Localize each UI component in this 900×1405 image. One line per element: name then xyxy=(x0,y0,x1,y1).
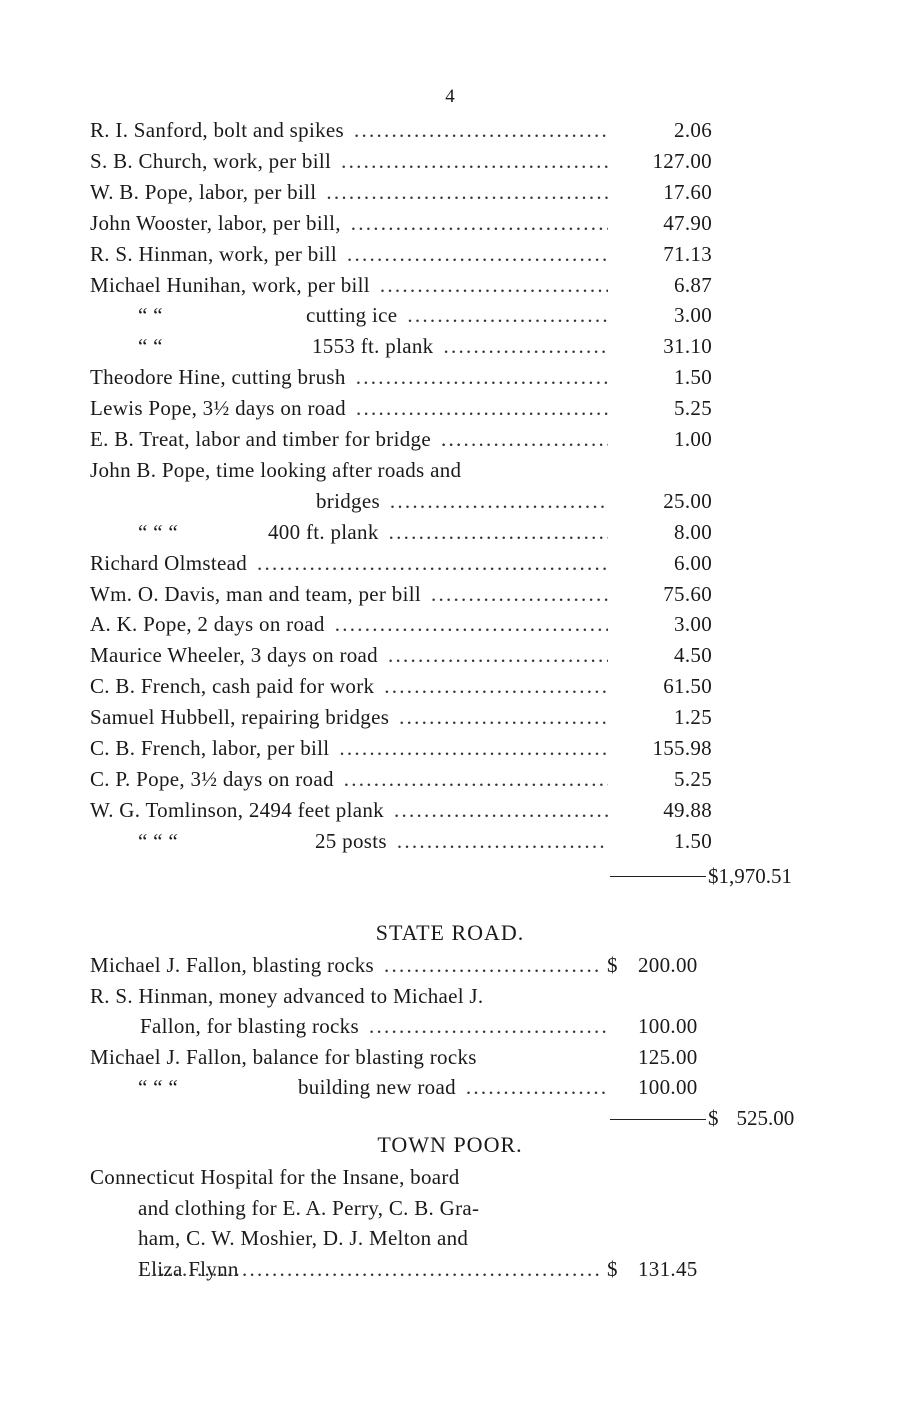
leader-dots xyxy=(351,211,608,236)
town-poor-row xyxy=(90,1226,890,1256)
leader-dots xyxy=(380,273,608,298)
ledger-row xyxy=(90,149,890,179)
entry-description: Michael Hunihan, work, per bill xyxy=(90,272,370,297)
town-poor-row xyxy=(90,1257,890,1287)
entry-description: cutting ice xyxy=(306,303,398,328)
entry-description: C. B. French, cash paid for work xyxy=(90,674,375,699)
leader-dots xyxy=(347,242,608,267)
ledger-row xyxy=(90,489,890,519)
ditto-marks: “ “ xyxy=(138,334,163,359)
ledger-row xyxy=(90,273,890,303)
entry-description: C. P. Pope, 3½ days on road xyxy=(90,766,334,791)
entry-amount: 6.87 xyxy=(674,272,712,297)
leader-dots xyxy=(397,829,608,854)
entry-amount: 61.50 xyxy=(663,674,712,699)
leader-dots xyxy=(356,396,608,421)
currency-sign: $ xyxy=(607,1256,618,1281)
entry-amount: 49.88 xyxy=(663,797,712,822)
ledger-row xyxy=(90,736,890,766)
state-road-row xyxy=(90,1014,890,1044)
state-road-total-currency: $ xyxy=(708,1106,719,1130)
entry-description: S. B. Church, work, per bill xyxy=(90,148,332,173)
ledger-row xyxy=(90,551,890,581)
entry-amount: 127.00 xyxy=(652,148,712,173)
leader-dots xyxy=(152,1257,602,1282)
ledger-row xyxy=(90,118,890,148)
ledger-row xyxy=(90,520,890,550)
entry-amount: 2.06 xyxy=(674,118,712,142)
entry-amount: 1.00 xyxy=(674,427,712,451)
state-road-total xyxy=(610,1106,794,1131)
ledger-row xyxy=(90,334,890,364)
entry-amount: 6.00 xyxy=(674,550,712,575)
state-road-row xyxy=(90,984,890,1014)
entry-description: Wm. O. Davis, man and team, per bill xyxy=(90,581,421,606)
entry-description: R. S. Hinman, money advanced to Michael J. xyxy=(90,983,484,1008)
entry-amount: 3.00 xyxy=(674,612,712,637)
ledger-row xyxy=(90,674,890,704)
ledger-row xyxy=(90,458,890,488)
entry-amount: 131.45 xyxy=(638,1256,698,1281)
entry-amount: 71.13 xyxy=(663,241,712,266)
leader-dots xyxy=(399,705,608,730)
state-road-total-amount: 525.00 xyxy=(736,1106,795,1130)
entry-amount: 17.60 xyxy=(663,179,712,204)
entry-amount: 3.00 xyxy=(674,303,712,328)
entry-description: Michael J. Fallon, balance for blasting rocks xyxy=(90,1044,477,1069)
state-road-row xyxy=(90,953,890,983)
leader-dots xyxy=(443,334,608,359)
leader-dots xyxy=(441,427,608,452)
entry-amount: 1.50 xyxy=(674,365,712,390)
entry-description: 25 posts xyxy=(315,828,387,853)
entry-description: Theodore Hine, cutting brush xyxy=(90,365,346,390)
entry-description: ham, C. W. Moshier, D. J. Melton and xyxy=(138,1226,469,1250)
entry-amount: 100.00 xyxy=(638,1014,698,1038)
total-rule xyxy=(610,1119,706,1120)
entry-description: C. B. French, labor, per bill xyxy=(90,736,330,760)
ledger-row xyxy=(90,396,890,426)
ledger-row xyxy=(90,705,890,735)
ditto-marks: “ “ xyxy=(138,303,163,328)
entry-description: E. B. Treat, labor and timber for bridge xyxy=(90,427,431,451)
leader-dots xyxy=(344,767,608,792)
town-poor-row xyxy=(90,1165,890,1195)
state-road-row xyxy=(90,1045,890,1075)
entry-description: Eliza Flynn xyxy=(138,1256,239,1281)
total-rule xyxy=(610,876,706,877)
entry-amount: 5.25 xyxy=(674,396,712,421)
entry-amount: 25.00 xyxy=(663,488,712,513)
ditto-marks: “ “ “ xyxy=(138,828,178,853)
ditto-marks: “ “ “ xyxy=(138,1075,178,1099)
entry-description: W. B. Pope, labor, per bill xyxy=(90,179,317,204)
ledger-row xyxy=(90,303,890,333)
entry-amount: 8.00 xyxy=(674,519,712,544)
roads-total-amount: $1,970.51 xyxy=(708,863,792,888)
ledger-row xyxy=(90,829,890,859)
leader-dots xyxy=(335,612,608,637)
town-poor-row xyxy=(90,1196,890,1226)
leader-dots xyxy=(257,551,608,576)
entry-description: R. S. Hinman, work, per bill xyxy=(90,241,337,266)
leader-dots xyxy=(441,427,461,452)
ledger-row xyxy=(90,365,890,395)
leader-dots xyxy=(389,520,608,545)
ledger-row xyxy=(90,211,890,241)
leader-dots xyxy=(390,489,608,514)
entry-amount: 200.00 xyxy=(638,953,698,977)
roads-total xyxy=(610,864,792,889)
entry-description: Samuel Hubbell, repairing bridges xyxy=(90,705,390,730)
leader-dots xyxy=(394,798,608,823)
ledger-row xyxy=(90,767,890,797)
entry-amount: 5.25 xyxy=(674,766,712,791)
entry-description: Maurice Wheeler, 3 days on road xyxy=(90,643,378,668)
entry-amount: 100.00 xyxy=(638,1075,698,1099)
entry-amount: 47.90 xyxy=(663,210,712,235)
leader-dots xyxy=(356,365,608,390)
entry-description: W. G. Tomlinson, 2494 feet plank xyxy=(90,797,384,822)
leader-dots xyxy=(431,582,608,607)
entry-description: Fallon, for blasting rocks xyxy=(140,1014,359,1038)
leader-dots xyxy=(384,674,608,699)
entry-description: Lewis Pope, 3½ days on road xyxy=(90,396,346,421)
leader-dots xyxy=(407,303,608,328)
entry-amount: 75.60 xyxy=(663,581,712,606)
entry-description: building new road xyxy=(298,1075,456,1099)
entry-amount: 31.10 xyxy=(663,334,712,359)
entry-amount: 4.50 xyxy=(674,643,712,668)
state-road-row xyxy=(90,1075,890,1105)
currency-sign: $ xyxy=(607,953,618,977)
entry-description: John B. Pope, time looking after roads and xyxy=(90,457,462,482)
entry-amount: 1.25 xyxy=(674,705,712,730)
ditto-marks: “ “ “ xyxy=(138,519,178,544)
town-poor-heading: TOWN POOR. xyxy=(377,1132,523,1157)
state-road-heading: STATE ROAD. xyxy=(375,920,525,945)
leader-dots xyxy=(384,953,602,978)
leader-dots xyxy=(354,118,608,143)
entry-description: Connecticut Hospital for the Insane, board xyxy=(90,1165,460,1189)
leader-dots xyxy=(326,180,608,205)
page-number: 4 xyxy=(445,86,455,107)
entry-description: Michael J. Fallon, blasting rocks xyxy=(90,953,375,977)
entry-amount: 125.00 xyxy=(638,1044,698,1069)
entry-description: 1553 ft. plank xyxy=(312,334,434,359)
leader-dots xyxy=(466,1075,608,1100)
ledger-row xyxy=(90,180,890,210)
leader-dots xyxy=(341,149,608,174)
entry-description: R. I. Sanford, bolt and spikes xyxy=(90,118,344,142)
ledger-row xyxy=(90,798,890,828)
entry-description: 400 ft. plank xyxy=(268,519,379,544)
entry-description: bridges xyxy=(316,488,380,513)
entry-amount: 155.98 xyxy=(652,736,712,760)
leader-dots xyxy=(388,643,608,668)
ledger-row xyxy=(90,427,890,457)
entry-description: A. K. Pope, 2 days on road xyxy=(90,612,325,637)
entry-description: and clothing for E. A. Perry, C. B. Gra- xyxy=(138,1195,480,1220)
entry-description: John Wooster, labor, per bill, xyxy=(90,210,341,235)
entry-description: Richard Olmstead xyxy=(90,550,248,575)
entry-amount: 1.50 xyxy=(674,828,712,853)
ledger-row xyxy=(90,612,890,642)
leader-dots xyxy=(339,736,608,761)
ledger-row xyxy=(90,242,890,272)
leader-dots xyxy=(369,1014,608,1039)
ledger-row xyxy=(90,582,890,612)
ledger-row xyxy=(90,643,890,673)
